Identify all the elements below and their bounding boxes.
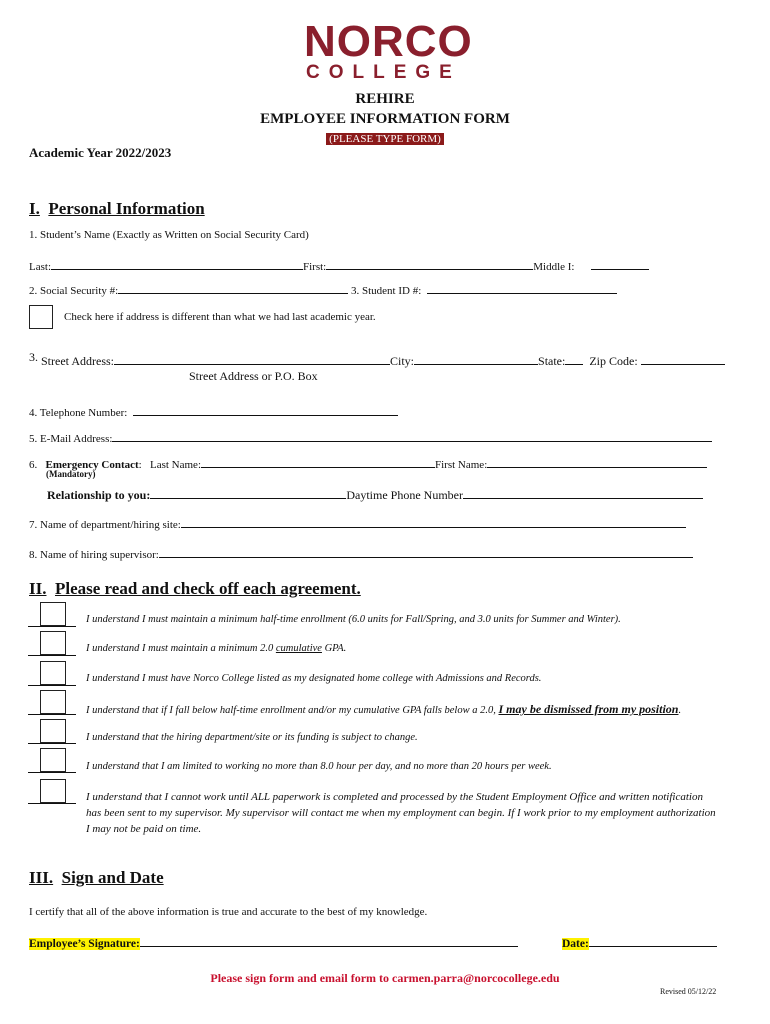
middle-initial-field[interactable] bbox=[591, 257, 649, 270]
type-form-note: (PLEASE TYPE FORM) bbox=[326, 133, 444, 145]
revised-date: Revised 05/12/22 bbox=[660, 987, 717, 996]
agreement-text-2: I understand I must maintain a minimum 2.0 cumulative GPA. bbox=[86, 643, 347, 654]
date-row: Date: bbox=[562, 934, 717, 950]
agreement-line-2 bbox=[28, 654, 76, 656]
certify-statement: I certify that all of the above information is true and accurate to the best of my knowledge. bbox=[29, 906, 428, 918]
agreement-checkbox-4[interactable] bbox=[40, 690, 66, 714]
student-id-field[interactable] bbox=[427, 281, 617, 294]
agreement-checkbox-6[interactable] bbox=[40, 748, 66, 772]
department-field[interactable] bbox=[181, 515, 686, 528]
agreement-line-6 bbox=[28, 771, 76, 773]
emergency-row: 6. Emergency Contact: Last Name: First Name: bbox=[29, 455, 707, 471]
section-3-heading: III. Sign and Date bbox=[29, 868, 164, 887]
section-1-heading: I. Personal Information bbox=[29, 199, 205, 218]
last-name-field[interactable] bbox=[51, 257, 303, 270]
emergency-first-name-field[interactable] bbox=[487, 455, 707, 468]
student-name-question: 1. Student’s Name (Exactly as Written on Social Security Card) bbox=[29, 229, 309, 241]
supervisor-field[interactable] bbox=[159, 545, 693, 558]
agreement-line-1 bbox=[28, 625, 76, 627]
agreement-text-3: I understand I must have Norco College listed as my designated home college with Admissions and Records. bbox=[86, 673, 542, 684]
address-change-label: Check here if address is different than what we had last academic year. bbox=[64, 311, 376, 323]
zip-code-field[interactable] bbox=[641, 352, 725, 365]
telephone-field[interactable] bbox=[133, 403, 398, 416]
agreement-text-4: I understand that if I fall below half-time enrollment and/or my cumulative GPA falls below a 2.0, I may be dismissed from my position. bbox=[86, 702, 682, 716]
department-row: 7. Name of department/hiring site: bbox=[29, 515, 686, 531]
agreement-checkbox-2[interactable] bbox=[40, 631, 66, 655]
ssn-field[interactable] bbox=[118, 281, 348, 294]
agreement-checkbox-7[interactable] bbox=[40, 779, 66, 803]
form-title: EMPLOYEE INFORMATION FORM bbox=[260, 111, 510, 127]
section-2-heading: II. Please read and check off each agreement. bbox=[29, 579, 361, 598]
agreement-line-4 bbox=[28, 713, 76, 715]
signature-row: Employee’s Signature: bbox=[29, 934, 518, 950]
supervisor-row: 8. Name of hiring supervisor: bbox=[29, 545, 693, 561]
agreement-text-5: I understand that the hiring department/site or its funding is subject to change. bbox=[86, 732, 418, 743]
form-title-rehire: REHIRE bbox=[355, 91, 415, 107]
agreement-line-7 bbox=[28, 802, 76, 804]
mandatory-note: (Mandatory) bbox=[46, 469, 96, 479]
college-logo-text: COLLEGE bbox=[306, 62, 461, 83]
daytime-phone-field[interactable] bbox=[463, 486, 703, 499]
norco-logo-text: NORCO bbox=[304, 17, 473, 66]
agreement-text-1: I understand I must maintain a minimum half-time enrollment (6.0 units for Fall/Spring, and 3.0 units for Summer and Winter). bbox=[86, 614, 621, 625]
relationship-field[interactable] bbox=[150, 486, 346, 499]
agreement-text-6: I understand that I am limited to working no more than 8.0 hour per day, and no more than 20 hours per week. bbox=[86, 761, 552, 772]
state-field[interactable] bbox=[565, 352, 583, 365]
academic-year: Academic Year 2022/2023 bbox=[29, 145, 172, 160]
phone-row: 4. Telephone Number: bbox=[29, 403, 398, 419]
city-field[interactable] bbox=[414, 352, 538, 365]
agreement-checkbox-5[interactable] bbox=[40, 719, 66, 743]
agreement-checkbox-1[interactable] bbox=[40, 602, 66, 626]
signature-field[interactable] bbox=[140, 934, 518, 947]
relationship-row: Relationship to you: Daytime Phone Number bbox=[47, 486, 703, 503]
emergency-last-name-field[interactable] bbox=[201, 455, 435, 468]
email-instruction: Please sign form and email form to carmen.parra@norcocollege.edu bbox=[210, 971, 560, 985]
street-address-field[interactable] bbox=[114, 352, 390, 365]
email-field[interactable] bbox=[112, 429, 712, 442]
first-name-field[interactable] bbox=[326, 257, 533, 270]
email-row: 5. E-Mail Address: bbox=[29, 429, 712, 445]
address-row: 3. Street Address: City: State: Zip Code: bbox=[29, 350, 725, 369]
agreement-text-7b: has been sent to my supervisor. My supervisor will contact me when my employment can begin. If I work prior to my employment authorization bbox=[86, 807, 716, 819]
agreement-text-7a: I understand that I cannot work until ALL paperwork is completed and processed by the Student Employment Office and written notification bbox=[86, 791, 703, 803]
ssn-row: 2. Social Security #: 3. Student ID #: bbox=[29, 281, 617, 297]
agreement-line-3 bbox=[28, 684, 76, 686]
address-change-checkbox[interactable] bbox=[29, 305, 53, 329]
date-field[interactable] bbox=[589, 934, 717, 947]
name-row: Last: First: Middle I: bbox=[29, 257, 649, 273]
agreement-text-7c: I may not be paid on time. bbox=[86, 823, 202, 835]
street-address-sub: Street Address or P.O. Box bbox=[189, 369, 318, 383]
agreement-line-5 bbox=[28, 742, 76, 744]
agreement-checkbox-3[interactable] bbox=[40, 661, 66, 685]
